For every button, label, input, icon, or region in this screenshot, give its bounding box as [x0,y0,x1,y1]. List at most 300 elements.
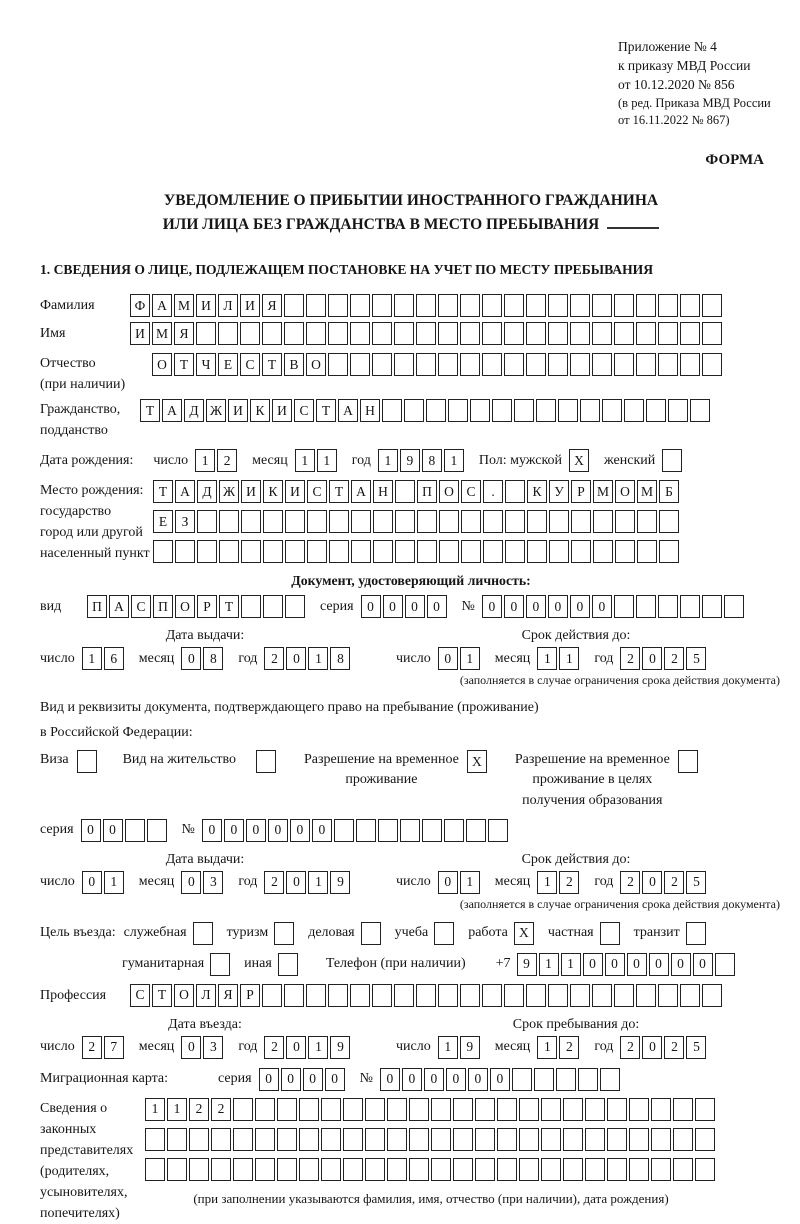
form-cell[interactable]: 5 [686,647,706,670]
form-cell[interactable] [361,922,381,945]
form-cell[interactable] [615,540,635,563]
form-cell[interactable] [614,984,634,1007]
form-cell[interactable] [431,1098,451,1121]
form-cell[interactable] [431,1158,451,1181]
form-cell[interactable]: 1 [460,647,480,670]
form-cell[interactable] [662,449,682,472]
form-cell[interactable] [175,540,195,563]
form-cell[interactable] [153,540,173,563]
form-cell[interactable]: 0 [380,1068,400,1091]
form-cell[interactable]: В [284,353,304,376]
form-cell[interactable] [394,353,414,376]
form-cell[interactable]: 0 [671,953,691,976]
form-cell[interactable]: Н [360,399,380,422]
form-cell[interactable]: К [250,399,270,422]
form-cell[interactable]: У [549,480,569,503]
form-cell[interactable]: 2 [189,1098,209,1121]
form-cell[interactable] [505,540,525,563]
form-cell[interactable]: С [131,595,151,618]
form-cell[interactable]: 1 [537,647,557,670]
form-cell[interactable] [147,819,167,842]
form-cell[interactable] [409,1158,429,1181]
form-cell[interactable]: С [461,480,481,503]
form-cell[interactable] [438,322,458,345]
form-cell[interactable]: 0 [361,595,381,618]
form-cell[interactable] [145,1158,165,1181]
form-cell[interactable]: 0 [468,1068,488,1091]
form-cell[interactable]: Л [218,294,238,317]
form-cell[interactable] [715,953,735,976]
form-cell[interactable] [277,1098,297,1121]
form-cell[interactable]: . [483,480,503,503]
form-cell[interactable]: К [527,480,547,503]
form-cell[interactable]: Т [153,480,173,503]
form-cell[interactable] [284,984,304,1007]
form-cell[interactable] [680,353,700,376]
form-cell[interactable] [563,1158,583,1181]
form-cell[interactable] [125,819,145,842]
form-cell[interactable] [299,1158,319,1181]
form-cell[interactable]: И [241,480,261,503]
form-cell[interactable]: 2 [620,871,640,894]
form-cell[interactable] [277,1158,297,1181]
form-cell[interactable]: 0 [570,595,590,618]
form-cell[interactable]: 5 [686,871,706,894]
form-cell[interactable] [219,540,239,563]
form-cell[interactable]: 0 [81,819,101,842]
form-cell[interactable] [514,399,534,422]
form-cell[interactable] [680,984,700,1007]
form-cell[interactable]: 0 [281,1068,301,1091]
form-cell[interactable] [607,1098,627,1121]
form-cell[interactable] [563,1098,583,1121]
form-cell[interactable]: 0 [583,953,603,976]
form-cell[interactable] [328,294,348,317]
form-cell[interactable] [629,1098,649,1121]
form-cell[interactable]: 1 [295,449,315,472]
form-cell[interactable] [453,1098,473,1121]
form-cell[interactable] [614,595,634,618]
form-cell[interactable]: 2 [264,871,284,894]
form-cell[interactable] [417,540,437,563]
form-cell[interactable]: М [593,480,613,503]
form-cell[interactable] [636,322,656,345]
form-cell[interactable] [651,1098,671,1121]
form-cell[interactable] [426,399,446,422]
form-cell[interactable] [475,1128,495,1151]
form-cell[interactable] [668,399,688,422]
form-cell[interactable] [365,1098,385,1121]
form-cell[interactable] [470,399,490,422]
form-cell[interactable]: 0 [438,647,458,670]
form-cell[interactable]: Р [197,595,217,618]
form-cell[interactable] [673,1128,693,1151]
form-cell[interactable] [241,540,261,563]
form-cell[interactable]: 1 [195,449,215,472]
form-cell[interactable]: Л [196,984,216,1007]
form-cell[interactable] [629,1158,649,1181]
form-cell[interactable] [475,1098,495,1121]
form-cell[interactable]: К [263,480,283,503]
form-cell[interactable] [365,1128,385,1151]
form-cell[interactable] [387,1158,407,1181]
form-cell[interactable] [351,510,371,533]
form-cell[interactable] [602,399,622,422]
form-cell[interactable] [519,1158,539,1181]
form-cell[interactable]: 1 [444,449,464,472]
form-cell[interactable]: 1 [539,953,559,976]
form-cell[interactable] [439,540,459,563]
form-cell[interactable] [395,540,415,563]
form-cell[interactable] [526,984,546,1007]
form-cell[interactable] [350,322,370,345]
form-cell[interactable]: 0 [424,1068,444,1091]
form-cell[interactable]: И [130,322,150,345]
form-cell[interactable] [372,353,392,376]
form-cell[interactable] [351,540,371,563]
form-cell[interactable] [329,540,349,563]
form-cell[interactable] [680,322,700,345]
form-cell[interactable] [497,1158,517,1181]
form-cell[interactable] [659,540,679,563]
form-cell[interactable]: 0 [438,871,458,894]
form-cell[interactable] [343,1098,363,1121]
form-cell[interactable] [328,353,348,376]
form-cell[interactable]: 9 [330,871,350,894]
form-cell[interactable]: С [240,353,260,376]
form-cell[interactable]: 2 [620,1036,640,1059]
form-cell[interactable] [321,1128,341,1151]
form-cell[interactable] [329,510,349,533]
form-cell[interactable] [492,399,512,422]
form-cell[interactable] [219,510,239,533]
form-cell[interactable] [404,399,424,422]
form-cell[interactable] [277,1128,297,1151]
form-cell[interactable]: Б [659,480,679,503]
form-cell[interactable]: 0 [268,819,288,842]
form-cell[interactable]: 1 [167,1098,187,1121]
form-cell[interactable] [416,353,436,376]
form-cell[interactable] [373,540,393,563]
form-cell[interactable]: X [569,449,589,472]
form-cell[interactable]: С [130,984,150,1007]
form-cell[interactable] [578,1068,598,1091]
form-cell[interactable]: 9 [460,1036,480,1059]
form-cell[interactable]: И [240,294,260,317]
form-cell[interactable] [614,294,634,317]
form-cell[interactable] [285,510,305,533]
form-cell[interactable]: О [175,595,195,618]
form-cell[interactable]: М [637,480,657,503]
form-cell[interactable]: 0 [246,819,266,842]
form-cell[interactable] [695,1098,715,1121]
form-cell[interactable] [593,510,613,533]
form-cell[interactable] [394,294,414,317]
form-cell[interactable]: 0 [482,595,502,618]
form-cell[interactable]: 0 [405,595,425,618]
form-cell[interactable] [262,984,282,1007]
form-cell[interactable] [482,984,502,1007]
form-cell[interactable] [534,1068,554,1091]
form-cell[interactable] [417,510,437,533]
form-cell[interactable]: Р [240,984,260,1007]
form-cell[interactable]: 0 [181,1036,201,1059]
form-cell[interactable]: Я [218,984,238,1007]
form-cell[interactable] [504,353,524,376]
form-cell[interactable]: 1 [559,647,579,670]
form-cell[interactable] [263,595,283,618]
form-cell[interactable] [77,750,97,773]
form-cell[interactable]: 1 [438,1036,458,1059]
form-cell[interactable]: Т [174,353,194,376]
form-cell[interactable] [482,322,502,345]
form-cell[interactable] [409,1128,429,1151]
form-cell[interactable] [343,1158,363,1181]
form-cell[interactable] [483,540,503,563]
form-cell[interactable]: 8 [330,647,350,670]
form-cell[interactable] [505,510,525,533]
form-cell[interactable] [497,1098,517,1121]
form-cell[interactable]: 8 [422,449,442,472]
form-cell[interactable] [400,819,420,842]
form-cell[interactable]: 0 [303,1068,323,1091]
form-cell[interactable] [307,540,327,563]
form-cell[interactable] [460,322,480,345]
form-cell[interactable]: 2 [559,871,579,894]
form-cell[interactable]: 1 [308,647,328,670]
form-cell[interactable]: П [417,480,437,503]
form-cell[interactable]: 1 [104,871,124,894]
form-cell[interactable] [504,984,524,1007]
form-cell[interactable]: 0 [181,647,201,670]
form-cell[interactable] [658,294,678,317]
form-cell[interactable] [695,1128,715,1151]
form-cell[interactable]: 2 [664,871,684,894]
form-cell[interactable] [395,480,415,503]
form-cell[interactable] [536,399,556,422]
form-cell[interactable]: М [152,322,172,345]
form-cell[interactable] [571,510,591,533]
form-cell[interactable]: Т [152,984,172,1007]
form-cell[interactable]: 3 [203,871,223,894]
form-cell[interactable]: 0 [526,595,546,618]
form-cell[interactable] [382,399,402,422]
form-cell[interactable] [284,294,304,317]
form-cell[interactable]: 0 [224,819,244,842]
form-cell[interactable]: О [439,480,459,503]
form-cell[interactable] [637,510,657,533]
form-cell[interactable] [615,510,635,533]
form-cell[interactable]: 0 [592,595,612,618]
form-cell[interactable] [512,1068,532,1091]
form-cell[interactable] [592,294,612,317]
form-cell[interactable] [614,353,634,376]
form-cell[interactable]: 1 [460,871,480,894]
form-cell[interactable] [306,322,326,345]
form-cell[interactable] [409,1098,429,1121]
form-cell[interactable] [658,984,678,1007]
form-cell[interactable] [416,984,436,1007]
form-cell[interactable] [702,353,722,376]
form-cell[interactable] [453,1158,473,1181]
form-cell[interactable]: 1 [145,1098,165,1121]
form-cell[interactable] [439,510,459,533]
form-cell[interactable]: П [153,595,173,618]
form-cell[interactable] [526,353,546,376]
form-cell[interactable] [695,1158,715,1181]
form-cell[interactable] [651,1128,671,1151]
form-cell[interactable] [702,294,722,317]
form-cell[interactable] [256,750,276,773]
form-cell[interactable] [629,1128,649,1151]
form-cell[interactable] [356,819,376,842]
form-cell[interactable] [483,510,503,533]
form-cell[interactable] [646,399,666,422]
form-cell[interactable]: 0 [693,953,713,976]
form-cell[interactable]: А [109,595,129,618]
form-cell[interactable]: 6 [104,647,124,670]
form-cell[interactable] [519,1128,539,1151]
form-cell[interactable] [321,1158,341,1181]
form-cell[interactable] [651,1158,671,1181]
form-cell[interactable] [416,294,436,317]
form-cell[interactable] [350,294,370,317]
form-cell[interactable] [394,984,414,1007]
form-cell[interactable]: 5 [686,1036,706,1059]
form-cell[interactable] [614,322,634,345]
form-cell[interactable]: 0 [402,1068,422,1091]
form-cell[interactable] [673,1098,693,1121]
form-cell[interactable]: И [272,399,292,422]
form-cell[interactable] [460,984,480,1007]
form-cell[interactable]: Ч [196,353,216,376]
form-cell[interactable]: 2 [211,1098,231,1121]
form-cell[interactable] [607,1158,627,1181]
form-cell[interactable]: 1 [378,449,398,472]
form-cell[interactable] [241,595,261,618]
form-cell[interactable] [422,819,442,842]
form-cell[interactable]: 0 [286,1036,306,1059]
form-cell[interactable] [372,322,392,345]
form-cell[interactable] [431,1128,451,1151]
form-cell[interactable]: 7 [104,1036,124,1059]
form-cell[interactable] [558,399,578,422]
form-cell[interactable]: 2 [217,449,237,472]
form-cell[interactable]: О [615,480,635,503]
form-cell[interactable]: Ж [219,480,239,503]
form-cell[interactable] [570,294,590,317]
form-cell[interactable]: 0 [649,953,669,976]
form-cell[interactable] [210,953,230,976]
form-cell[interactable] [387,1128,407,1151]
form-cell[interactable] [321,1098,341,1121]
form-cell[interactable] [460,353,480,376]
form-cell[interactable] [600,1068,620,1091]
form-cell[interactable]: О [306,353,326,376]
form-cell[interactable]: И [196,294,216,317]
form-cell[interactable] [285,595,305,618]
form-cell[interactable] [556,1068,576,1091]
form-cell[interactable] [690,399,710,422]
form-cell[interactable]: 1 [308,1036,328,1059]
form-cell[interactable] [193,922,213,945]
form-cell[interactable] [453,1128,473,1151]
form-cell[interactable]: 0 [103,819,123,842]
form-cell[interactable] [527,540,547,563]
form-cell[interactable] [563,1128,583,1151]
form-cell[interactable] [548,294,568,317]
form-cell[interactable] [526,322,546,345]
form-cell[interactable] [702,322,722,345]
form-cell[interactable] [592,353,612,376]
form-cell[interactable] [241,510,261,533]
form-cell[interactable]: 9 [517,953,537,976]
form-cell[interactable]: Ф [130,294,150,317]
form-cell[interactable]: 8 [203,647,223,670]
form-cell[interactable] [636,595,656,618]
form-cell[interactable] [548,984,568,1007]
form-cell[interactable] [218,322,238,345]
form-cell[interactable] [416,322,436,345]
form-cell[interactable] [240,322,260,345]
form-cell[interactable]: И [228,399,248,422]
form-cell[interactable]: X [467,750,487,773]
form-cell[interactable]: О [152,353,172,376]
form-cell[interactable]: С [307,480,327,503]
form-cell[interactable] [372,294,392,317]
form-cell[interactable] [636,294,656,317]
form-cell[interactable]: Д [184,399,204,422]
form-cell[interactable] [263,540,283,563]
form-cell[interactable] [526,294,546,317]
form-cell[interactable]: 0 [446,1068,466,1091]
form-cell[interactable] [461,510,481,533]
form-cell[interactable] [680,294,700,317]
form-cell[interactable] [278,953,298,976]
form-cell[interactable] [571,540,591,563]
form-cell[interactable]: Т [219,595,239,618]
form-cell[interactable]: О [174,984,194,1007]
form-cell[interactable]: З [175,510,195,533]
form-cell[interactable] [659,510,679,533]
form-cell[interactable]: 0 [642,1036,662,1059]
form-cell[interactable] [637,540,657,563]
form-cell[interactable]: Р [571,480,591,503]
form-cell[interactable] [211,1158,231,1181]
form-cell[interactable] [549,510,569,533]
form-cell[interactable] [624,399,644,422]
form-cell[interactable]: 0 [627,953,647,976]
form-cell[interactable]: 2 [664,647,684,670]
form-cell[interactable] [306,294,326,317]
form-cell[interactable] [350,984,370,1007]
form-cell[interactable]: Е [153,510,173,533]
form-cell[interactable]: 1 [308,871,328,894]
form-cell[interactable]: 0 [286,871,306,894]
form-cell[interactable] [592,984,612,1007]
form-cell[interactable] [438,353,458,376]
form-cell[interactable]: 2 [559,1036,579,1059]
form-cell[interactable] [678,750,698,773]
form-cell[interactable] [233,1158,253,1181]
form-cell[interactable] [255,1098,275,1121]
form-cell[interactable] [444,819,464,842]
form-cell[interactable] [460,294,480,317]
form-cell[interactable] [482,294,502,317]
form-cell[interactable] [527,510,547,533]
form-cell[interactable] [505,480,525,503]
form-cell[interactable]: 0 [642,647,662,670]
